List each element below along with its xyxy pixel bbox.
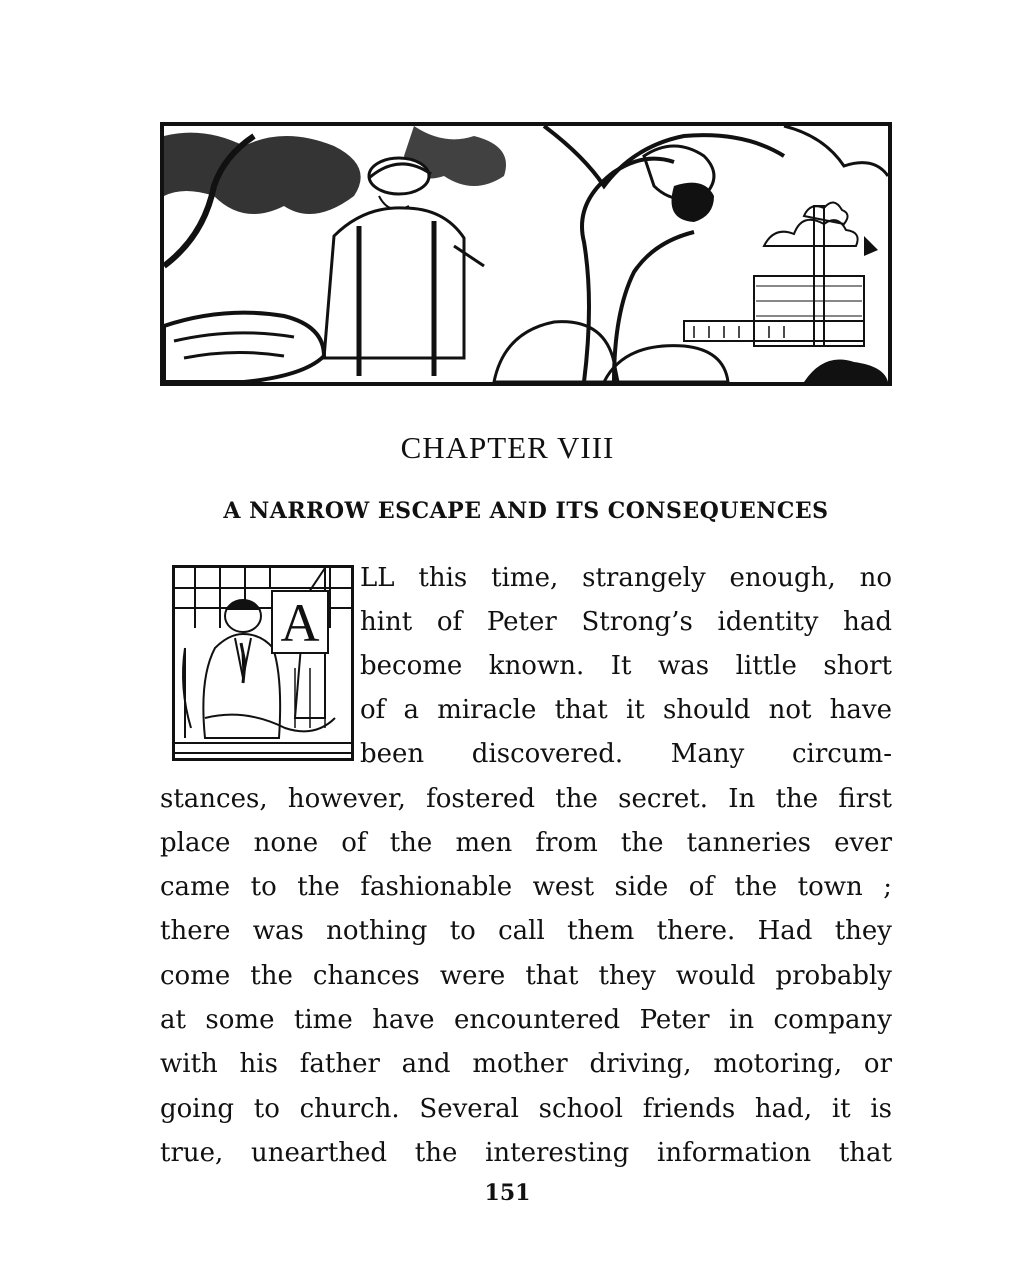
body-line: LL this time, strangely enough, no <box>360 563 892 593</box>
page-number: 151 <box>484 1180 531 1206</box>
drop-cap-letter: A <box>271 590 329 654</box>
body-line: place none of the men from the tanneries ever <box>160 828 892 858</box>
body-line: of a miracle that it should not have <box>360 695 892 725</box>
chapter-title: CHAPTER VIII <box>400 430 615 465</box>
body-line: there was nothing to call them there. Had they <box>160 916 892 946</box>
chapter-header-illustration <box>160 122 892 386</box>
body-line: been discovered. Many circum- <box>360 739 892 769</box>
body-line: at some time have encountered Peter in company <box>160 1005 892 1035</box>
body-line: with his father and mother driving, motoring, or <box>160 1049 892 1079</box>
body-line: become known. It was little short <box>360 651 892 681</box>
body-line: going to church. Several school friends had, it is <box>160 1094 892 1124</box>
body-line: come the chances were that they would probably <box>160 961 892 991</box>
body-line: true, unearthed the interesting information that <box>160 1138 892 1168</box>
drop-cap-illustration <box>172 565 354 761</box>
chapter-subtitle: A NARROW ESCAPE AND ITS CONSEQUENCES <box>223 498 829 524</box>
body-line: came to the fashionable west side of the town ; <box>160 872 892 902</box>
tree-boy-factory-illustration <box>164 126 888 382</box>
body-line: stances, however, fostered the secret. In the first <box>160 784 892 814</box>
body-line: hint of Peter Strong’s identity had <box>360 607 892 637</box>
